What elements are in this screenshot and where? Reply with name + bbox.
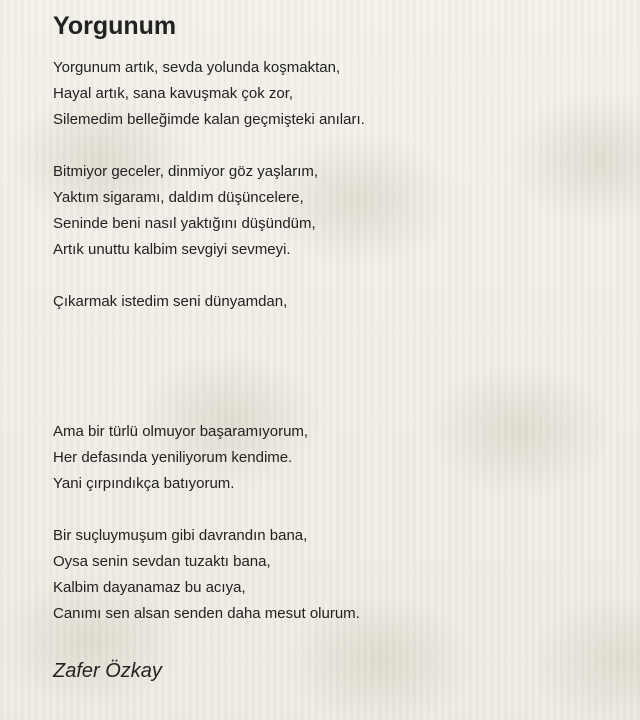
poem-line: Bir suçluymuşum gibi davrandın bana, xyxy=(53,527,308,544)
poem-line: Bitmiyor geceler, dinmiyor göz yaşlarım, xyxy=(53,163,319,180)
poem-line: Yaktım sigaramı, daldım düşüncelere, xyxy=(53,189,304,206)
poem-line: Oysa senin sevdan tuzaktı bana, xyxy=(53,553,271,570)
poem-container xyxy=(53,10,623,653)
poem-line: Silemedim belleğimde kalan geçmişteki anıları. xyxy=(53,111,365,128)
poem-line: Artık unuttu kalbim sevgiyi sevmeyi. xyxy=(53,241,291,258)
poem-line: Hayal artık, sana kavuşmak çok zor, xyxy=(53,85,294,102)
stanza-1 xyxy=(53,55,623,133)
poem-author: Zafer Özkay xyxy=(53,660,162,682)
poem-title: Yorgunum xyxy=(53,12,177,40)
stanza-2 xyxy=(53,159,623,263)
poem-line: Seninde beni nasıl yaktığını düşündüm, xyxy=(53,215,316,232)
poem-line: Her defasında yeniliyorum kendime. xyxy=(53,449,293,466)
stanza-4 xyxy=(53,419,623,497)
poem-line: Kalbim dayanamaz bu acıya, xyxy=(53,579,246,596)
poem-line: Ama bir türlü olmuyor başaramıyorum, xyxy=(53,423,309,440)
stanza-3 xyxy=(53,289,623,315)
poem-line: Yani çırpındıkça batıyorum. xyxy=(53,475,235,492)
poem-line: Yorgunum artık, sevda yolunda koşmaktan, xyxy=(53,59,341,76)
poem-line: Canımı sen alsan senden daha mesut olurum. xyxy=(53,605,360,622)
poem-line: Çıkarmak istedim seni dünyamdan, xyxy=(53,293,288,310)
stanza-5 xyxy=(53,523,623,627)
